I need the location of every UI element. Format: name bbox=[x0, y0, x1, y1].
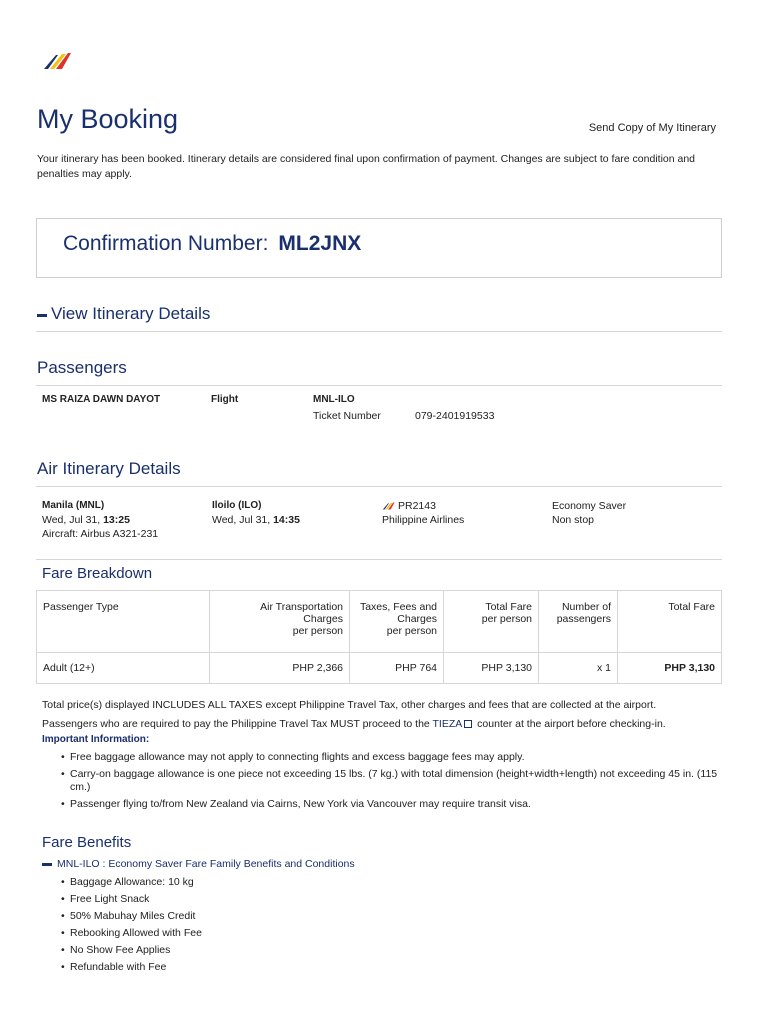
destination-city: Iloilo (ILO) bbox=[212, 500, 262, 511]
fare-table bbox=[36, 590, 722, 684]
taxes-note: Total price(s) displayed INCLUDES ALL TAXES except Philippine Travel Tax, other charges and fees that are collected at the airport. bbox=[42, 699, 657, 711]
flight-number: PR2143 bbox=[382, 499, 464, 513]
confirmation-number: ML2JNX bbox=[278, 232, 362, 255]
tieza-link[interactable]: TIEZA bbox=[432, 718, 463, 730]
divider bbox=[36, 385, 722, 386]
table-header-row bbox=[37, 591, 722, 653]
destination-datetime: Wed, Jul 31, 14:35 bbox=[212, 514, 300, 526]
passenger-flight-label: Flight bbox=[211, 394, 239, 405]
list-item: • 50% Mabuhay Miles Credit bbox=[62, 910, 722, 923]
fare-benefits-list bbox=[62, 876, 722, 978]
view-itinerary-label: View Itinerary Details bbox=[51, 304, 211, 323]
list-item: • Rebooking Allowed with Fee bbox=[62, 927, 722, 940]
header-taxes: Taxes, Fees and Charges per person bbox=[350, 591, 444, 653]
cell-air-transport: PHP 2,366 bbox=[210, 653, 350, 684]
passengers-title: Passengers bbox=[37, 358, 127, 377]
list-item: • No Show Fee Applies bbox=[62, 944, 722, 957]
header-total-per-person: Total Fare per person bbox=[444, 591, 539, 653]
ticket-label: Ticket Number bbox=[313, 410, 381, 422]
fare-class: Economy Saver bbox=[552, 500, 627, 512]
divider bbox=[36, 486, 722, 487]
minus-icon bbox=[42, 863, 52, 866]
divider bbox=[36, 559, 722, 560]
airline-logo bbox=[42, 52, 72, 70]
confirmation-box bbox=[36, 218, 722, 278]
fare-benefits-title: Fare Benefits bbox=[42, 834, 132, 851]
list-item: • Baggage Allowance: 10 kg bbox=[62, 876, 722, 889]
air-itinerary-title: Air Itinerary Details bbox=[37, 459, 181, 478]
origin-block bbox=[42, 499, 158, 541]
list-item: • Free Light Snack bbox=[62, 893, 722, 906]
passenger-name: MS RAIZA DAWN DAYOT bbox=[42, 394, 161, 405]
flight-block bbox=[382, 499, 464, 527]
list-item: • Free baggage allowance may not apply to connecting flights and excess baggage fees may apply. bbox=[62, 751, 722, 764]
list-item: • Passenger flying to/from New Zealand via Cairns, New York via Vancouver may require transit visa. bbox=[62, 798, 722, 811]
send-copy-link[interactable]: Send Copy of My Itinerary bbox=[588, 122, 716, 134]
stops: Non stop bbox=[552, 514, 595, 526]
cell-num-passengers: x 1 bbox=[539, 653, 618, 684]
important-info-list bbox=[62, 751, 722, 815]
airline-name: Philippine Airlines bbox=[382, 514, 465, 526]
minus-icon bbox=[37, 314, 47, 317]
fare-notes bbox=[42, 696, 722, 734]
external-link-icon[interactable] bbox=[464, 720, 472, 728]
page-title: My Booking bbox=[37, 104, 179, 134]
confirmation-label: Confirmation Number: ML2JNX bbox=[63, 232, 362, 255]
header-passenger-type: Passenger Type bbox=[37, 591, 210, 653]
aircraft: Aircraft: Airbus A321-231 bbox=[42, 528, 159, 540]
fare-benefits-toggle[interactable] bbox=[42, 858, 355, 870]
list-item: • Carry-on baggage allowance is one piece not exceeding 15 lbs. (7 kg.) with total dimension (height+width+length) not exceeding 45 in. (115 cm.) bbox=[62, 768, 722, 794]
view-itinerary-toggle[interactable] bbox=[37, 304, 210, 324]
passenger-route: MNL-ILO bbox=[313, 394, 355, 405]
header-total-fare: Total Fare bbox=[618, 591, 722, 653]
airline-logo-icon bbox=[382, 502, 395, 510]
ticket-number: 079-2401919533 bbox=[415, 410, 495, 422]
cell-taxes: PHP 764 bbox=[350, 653, 444, 684]
list-item: • Refundable with Fee bbox=[62, 961, 722, 974]
origin-datetime: Wed, Jul 31, 13:25 bbox=[42, 514, 130, 526]
cell-passenger-type: Adult (12+) bbox=[37, 653, 210, 684]
cell-total-fare: PHP 3,130 bbox=[618, 653, 722, 684]
header-air-transport: Air Transportation Charges per person bbox=[210, 591, 350, 653]
origin-city: Manila (MNL) bbox=[42, 500, 105, 511]
important-info-title: Important Information: bbox=[42, 734, 150, 745]
fare-class-block bbox=[552, 499, 626, 527]
destination-block bbox=[212, 499, 300, 527]
cell-total-per-person: PHP 3,130 bbox=[444, 653, 539, 684]
fare-benefits-heading: MNL-ILO : Economy Saver Fare Family Benefits and Conditions bbox=[57, 858, 355, 870]
table-row bbox=[37, 653, 722, 684]
header-num-passengers: Number of passengers bbox=[539, 591, 618, 653]
fare-breakdown-title: Fare Breakdown bbox=[42, 565, 153, 582]
travel-tax-note: Passengers who are required to pay the Philippine Travel Tax MUST proceed to the TIEZA counter at the airport before checking-in. bbox=[42, 718, 666, 730]
divider bbox=[36, 331, 722, 332]
intro-text: Your itinerary has been booked. Itinerary details are considered final upon confirmation of payment. Changes are subject to fare condition and penalties may apply. bbox=[37, 153, 696, 180]
